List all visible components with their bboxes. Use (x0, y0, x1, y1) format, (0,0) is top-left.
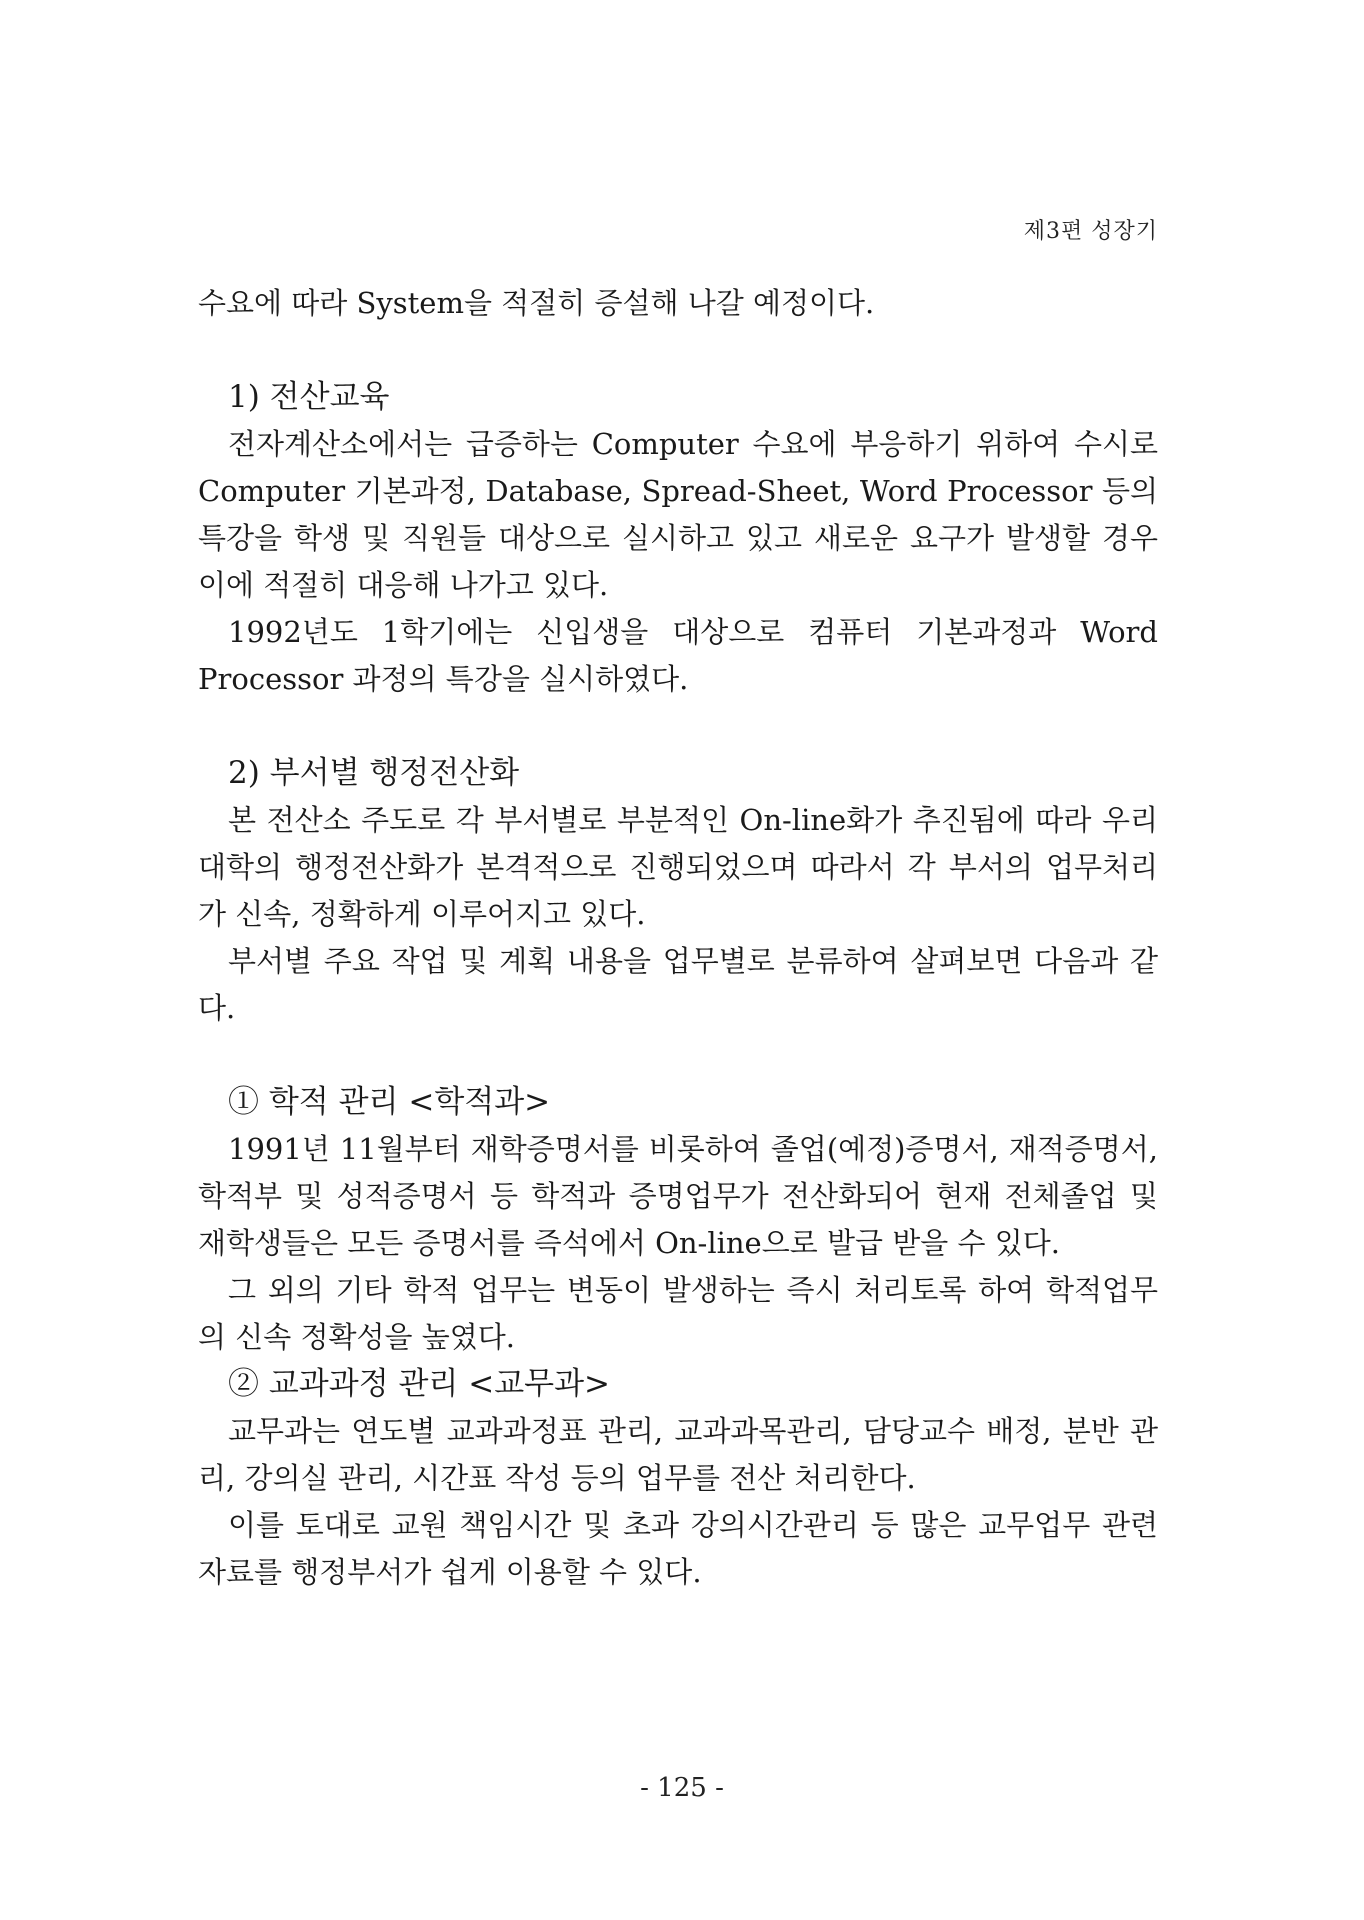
section1-paragraph-1: 전자계산소에서는 급증하는 Computer 수요에 부응하기 위하여 수시로 Computer 기본과정, Database, Spread-Sheet, Word Processor 등의 특강을 학생 및 직원들 대상으로 실시하고 있고 새로운 요구가 발생할 경우 이에 적절히 대응해 나가고 있다. (198, 427, 1158, 602)
running-header: 제3편 성장기 (1023, 219, 1158, 244)
spacer (198, 1032, 1158, 1079)
page-number: - 125 - (640, 1773, 724, 1803)
subsection2-paragraph-1: 교무과는 연도별 교과과정표 관리, 교과과목관리, 담당교수 배정, 분반 관리, 강의실 관리, 시간표 작성 등의 업무를 전산 처리한다. (198, 1414, 1158, 1495)
spacer (198, 327, 1158, 374)
section2-paragraph-2: 부서별 주요 작업 및 계획 내용을 업무별로 분류하여 살펴보면 다음과 같다. (198, 944, 1158, 1025)
subsection-heading-1: ① 학적 관리 <학적과> (228, 1084, 551, 1120)
section2-paragraph-1: 본 전산소 주도로 각 부서별로 부분적인 On-line화가 추진됨에 따라 우리대학의 행정전산화가 본격적으로 진행되었으며 따라서 각 부서의 업무처리가 신속, 정확하게 이루어지고 있다. (198, 803, 1158, 931)
subsection1-paragraph-1: 1991년 11월부터 재학증명서를 비롯하여 졸업(예정)증명서, 재적증명서, 학적부 및 성적증명서 등 학적과 증명업무가 전산화되어 현재 전체졸업 및 재학생들은 모든 증명서를 즉석에서 On-line으로 발급 받을 수 있다. (198, 1132, 1158, 1260)
subsection-heading-2: ② 교과과정 관리 <교무과> (228, 1366, 611, 1402)
subsection1-paragraph-2: 그 외의 기타 학적 업무는 변동이 발생하는 즉시 처리토록 하여 학적업무의 신속 정확성을 높였다. (198, 1273, 1158, 1354)
section1-paragraph-2: 1992년도 1학기에는 신입생을 대상으로 컴퓨터 기본과정과 Word Processor 과정의 특강을 실시하였다. (198, 615, 1158, 696)
section-heading-2: 2) 부서별 행정전산화 (228, 755, 520, 791)
body-text (198, 280, 1158, 1596)
subsection2-paragraph-2: 이를 토대로 교원 책임시간 및 초과 강의시간관리 등 많은 교무업무 관련자료를 행정부서가 쉽게 이용할 수 있다. (198, 1508, 1158, 1589)
section-heading-1: 1) 전산교육 (228, 379, 390, 415)
spacer (198, 703, 1158, 750)
intro-paragraph: 수요에 따라 System을 적절히 증설해 나갈 예정이다. (198, 286, 875, 320)
